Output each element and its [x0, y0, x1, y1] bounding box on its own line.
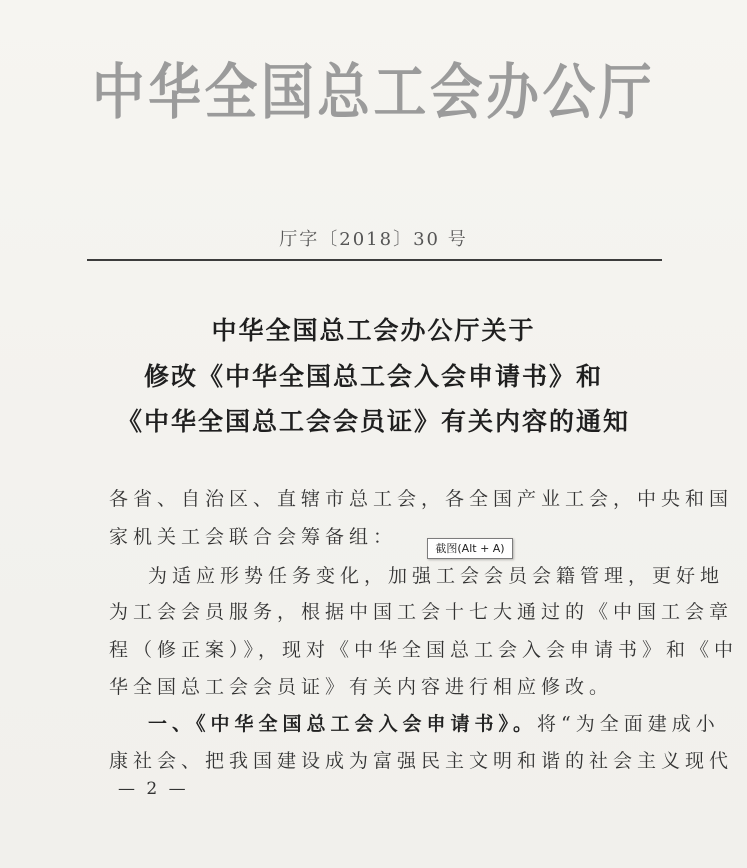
body-line: 华全国总工会会员证》有关内容进行相应修改。: [109, 676, 614, 698]
title-line-3: 《中华全国总工会会员证》有关内容的通知: [116, 407, 630, 436]
body-line: 程（修正案）》，现对《中华全国总工会入会申请书》和《中: [109, 639, 739, 661]
screenshot-tooltip[interactable]: 截图(Alt + A): [427, 538, 513, 559]
issuing-organization-header: 中华全国总工会办公厅: [91, 58, 656, 128]
body-line: 为工会会员服务，根据中国工会十七大通过的《中国工会章: [109, 601, 734, 623]
title-line-1: 中华全国总工会办公厅关于: [211, 316, 536, 345]
body-line: 家机关工会联合会筹备组：: [109, 526, 398, 548]
page-number: — 2 —: [118, 779, 189, 799]
body-line: 为适应形势任务变化，加强工会会员会籍管理，更好地: [148, 565, 725, 587]
section-1-text: 将“为全面建成小: [537, 713, 720, 735]
section-1-heading: 一、《中华全国总工会入会申请书》。: [148, 713, 538, 735]
title-line-2: 修改《中华全国总工会入会申请书》和: [143, 362, 603, 391]
body-line: 各省、自治区、直辖市总工会，各全国产业工会，中央和国: [109, 488, 734, 510]
header-divider: [87, 259, 662, 261]
section-1-line: [148, 712, 720, 736]
section-1-line-2: 康社会、把我国建设成为富强民主文明和谐的社会主义现代: [109, 750, 734, 772]
document-number: 厅字〔2018〕30 号: [279, 229, 468, 250]
